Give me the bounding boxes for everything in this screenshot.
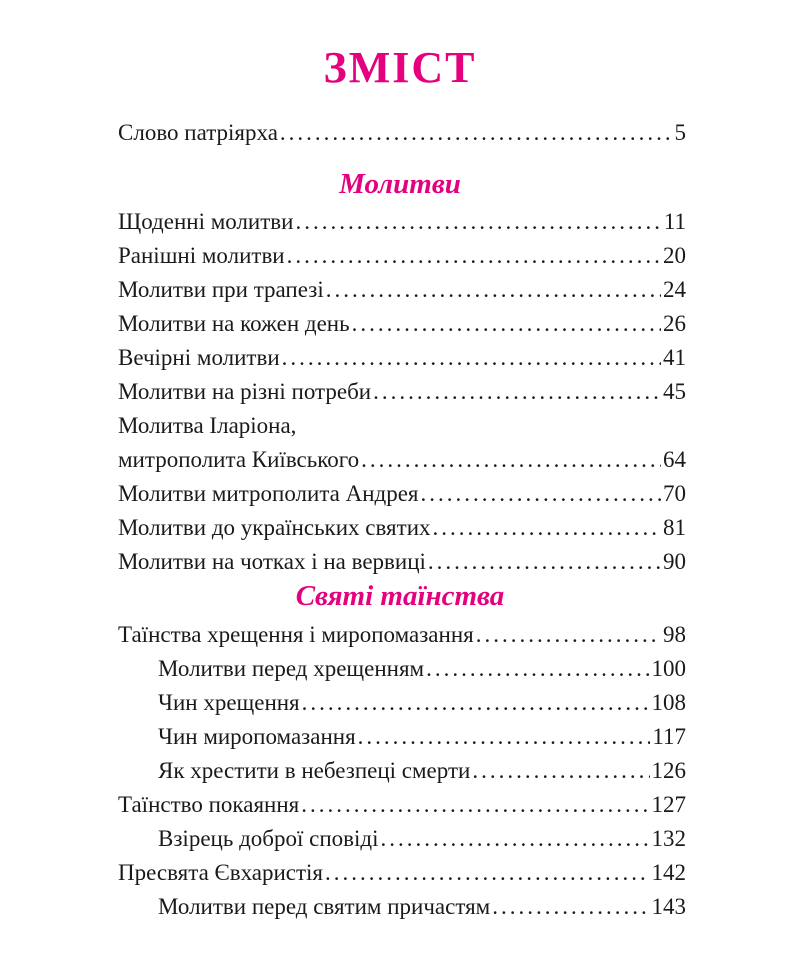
entry-page: 81 bbox=[663, 515, 686, 540]
leader-dots bbox=[426, 652, 649, 686]
leader-dots bbox=[287, 239, 661, 273]
section-heading-sacraments: Святі таїнства bbox=[295, 580, 505, 612]
entry-label: Взірець доброї сповіді bbox=[158, 826, 379, 851]
entry-page: 126 bbox=[651, 758, 686, 783]
entry-page: 143 bbox=[651, 894, 686, 919]
toc-entry bbox=[118, 307, 686, 341]
toc-entry bbox=[118, 618, 686, 652]
toc-entry bbox=[118, 477, 686, 511]
section-heading-prayers: Молитви bbox=[339, 168, 461, 200]
leader-dots bbox=[472, 754, 649, 788]
entry-page: 26 bbox=[663, 311, 686, 336]
entry-page: 142 bbox=[651, 860, 686, 885]
toc-entry bbox=[118, 375, 686, 409]
toc-subentry bbox=[118, 890, 686, 924]
entry-label: Молитви на кожен день bbox=[118, 311, 350, 336]
toc-subentry bbox=[118, 652, 686, 686]
entry-page: 117 bbox=[652, 724, 686, 749]
leader-dots bbox=[352, 307, 661, 341]
leader-dots bbox=[492, 890, 649, 924]
toc-entry-continued-label bbox=[118, 409, 686, 443]
entry-label: Молитви перед святим причастям bbox=[158, 894, 491, 919]
leader-dots bbox=[280, 116, 673, 150]
toc-entry bbox=[118, 788, 686, 822]
entry-page: 45 bbox=[663, 379, 686, 404]
entry-label: Молитви на чотках і на вервиці bbox=[118, 549, 426, 574]
toc-subentry bbox=[118, 754, 686, 788]
toc-section-sacraments bbox=[118, 618, 686, 924]
toc-section-prayers bbox=[118, 205, 686, 579]
entry-label: Молитви при трапезі bbox=[118, 277, 324, 302]
toc-subentry bbox=[118, 686, 686, 720]
toc-entry bbox=[118, 856, 686, 890]
toc-subentry bbox=[118, 720, 686, 754]
leader-dots bbox=[361, 443, 661, 477]
toc-entry bbox=[118, 443, 686, 477]
leader-dots bbox=[428, 545, 661, 579]
entry-label: Чин хрещення bbox=[158, 690, 300, 715]
toc-intro bbox=[118, 116, 686, 150]
toc-subentry bbox=[118, 822, 686, 856]
entry-label: Чин миропомазання bbox=[158, 724, 356, 749]
entry-label: Пресвята Євхаристія bbox=[118, 860, 324, 885]
toc-entry bbox=[118, 545, 686, 579]
entry-label: Ранішні молитви bbox=[118, 243, 285, 268]
entry-page: 127 bbox=[651, 792, 686, 817]
entry-page: 108 bbox=[651, 690, 686, 715]
toc-entry bbox=[118, 239, 686, 273]
entry-label: Таїнство покаяння bbox=[118, 792, 300, 817]
entry-page: 24 bbox=[663, 277, 686, 302]
entry-label: Молитви митрополита Андрея bbox=[118, 481, 419, 506]
leader-dots bbox=[302, 686, 650, 720]
leader-dots bbox=[295, 205, 661, 239]
entry-page: 41 bbox=[663, 345, 686, 370]
entry-page: 5 bbox=[674, 120, 686, 145]
leader-dots bbox=[421, 477, 661, 511]
entry-label: Вечірні молитви bbox=[118, 345, 280, 370]
toc-entry bbox=[118, 205, 686, 239]
page-title: ЗМІСТ bbox=[323, 43, 477, 92]
entry-label: Молитви до українських святих bbox=[118, 515, 431, 540]
entry-page: 98 bbox=[663, 622, 686, 647]
toc-entry bbox=[118, 273, 686, 307]
entry-page: 90 bbox=[663, 549, 686, 574]
entry-label: Молитви на різні потреби bbox=[118, 379, 372, 404]
entry-label: Молитви перед хрещенням bbox=[158, 656, 425, 681]
toc-entry bbox=[118, 116, 686, 150]
entry-label: митрополита Київського bbox=[118, 447, 360, 472]
entry-page: 20 bbox=[663, 243, 686, 268]
entry-page: 132 bbox=[651, 826, 686, 851]
entry-label: Як хрестити в небезпеці смерти bbox=[158, 758, 471, 783]
entry-page: 11 bbox=[663, 209, 686, 234]
toc-entry bbox=[118, 511, 686, 545]
entry-page: 100 bbox=[651, 656, 686, 681]
leader-dots bbox=[476, 618, 661, 652]
entry-label: Молитва Іларіона, bbox=[118, 413, 297, 438]
entry-label: Слово патріярха bbox=[118, 120, 278, 145]
leader-dots bbox=[325, 856, 649, 890]
leader-dots bbox=[301, 788, 649, 822]
leader-dots bbox=[282, 341, 661, 375]
toc-entry bbox=[118, 341, 686, 375]
entry-page: 70 bbox=[663, 481, 686, 506]
leader-dots bbox=[373, 375, 661, 409]
leader-dots bbox=[380, 822, 649, 856]
entry-label: Таїнства хрещення і миропомазання bbox=[118, 622, 474, 647]
leader-dots bbox=[433, 511, 662, 545]
entry-page: 64 bbox=[663, 447, 686, 472]
leader-dots bbox=[358, 720, 651, 754]
leader-dots bbox=[326, 273, 661, 307]
entry-label: Щоденні молитви bbox=[118, 209, 294, 234]
